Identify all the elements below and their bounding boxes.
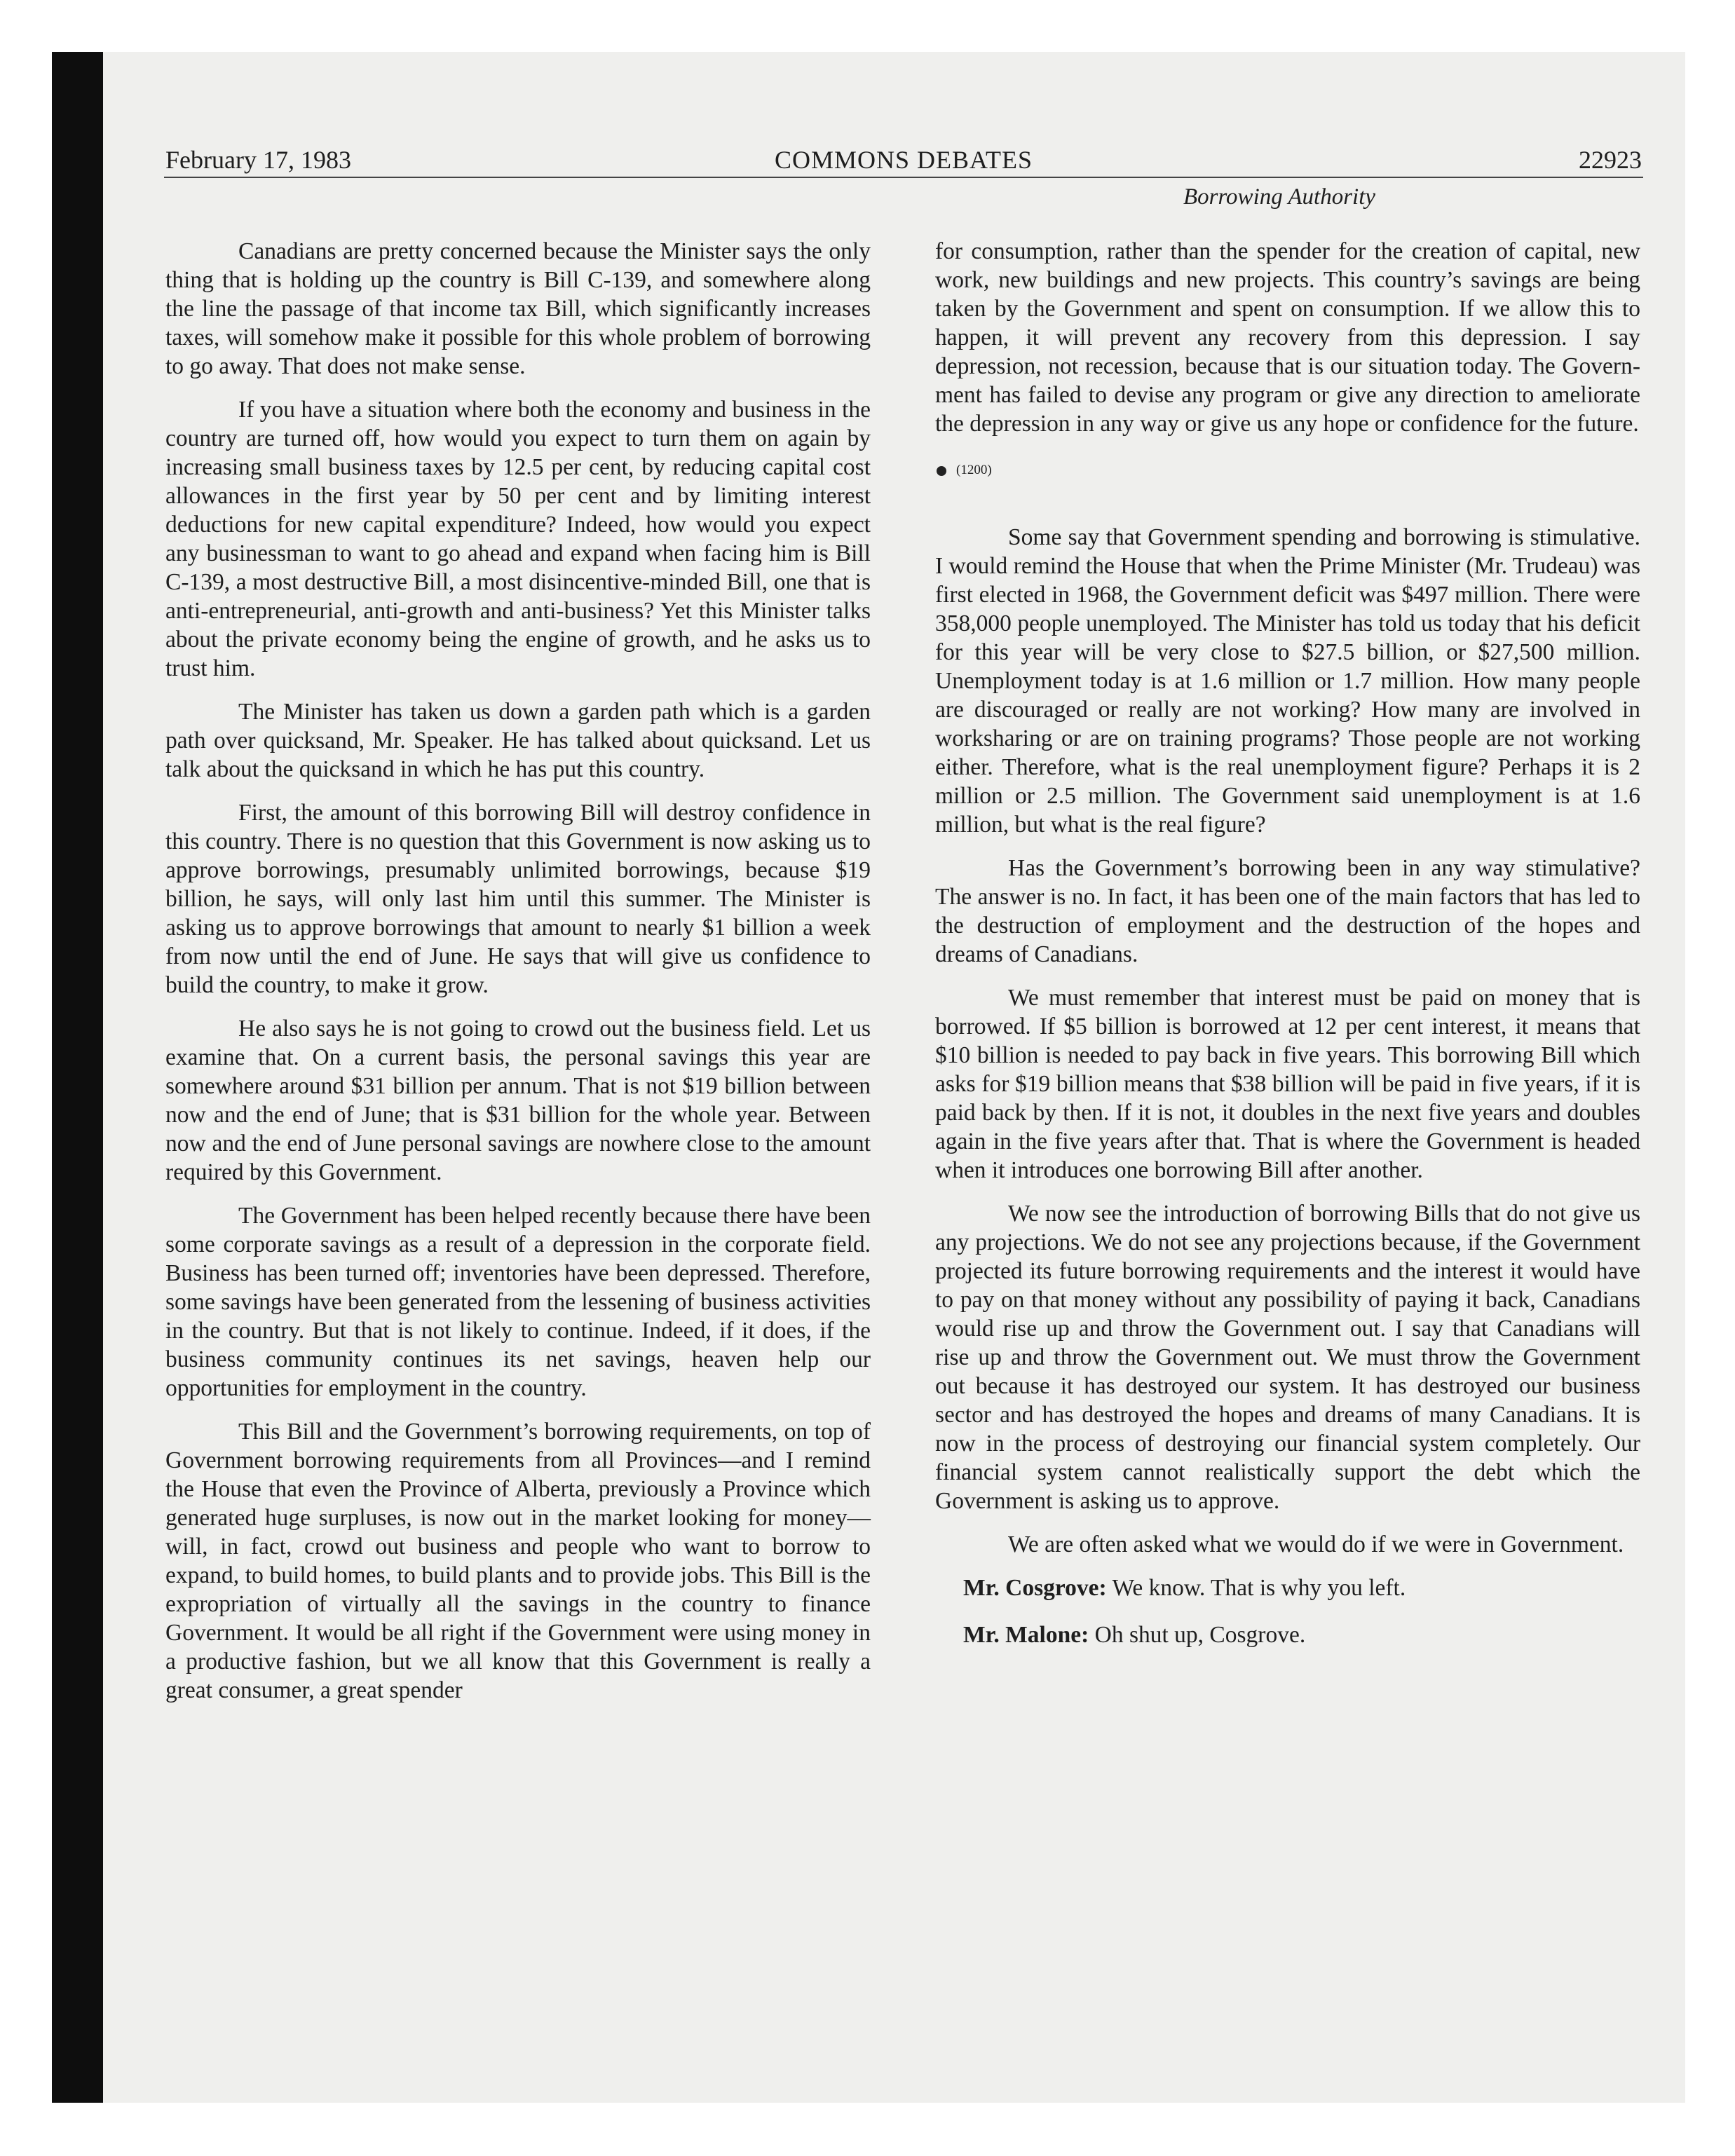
- speech-text: We know. That is why you left.: [1106, 1575, 1406, 1601]
- page-content: [164, 143, 1643, 2063]
- paragraph: Canadians are pretty concerned because the Minister says the only thing that is holding up the country is Bill C-139, and somewhere along the line the passage of that income tax Bill, which significantly increases taxes, will somehow make it possible for this whole problem of borrowing to go away. That does not make sense.: [165, 238, 871, 379]
- paragraph: We now see the introduction of borrowing Bills that do not give us any projections. We do not see any projections because, if the Government projected its future borrowing requirements and the interest it would have to pay on that money without any possibility of paying it back, Canadians would rise up and throw the Government out. I say that Canadians will rise up and throw the Government out. We must throw the Government out because it has destroyed our system. It has destroyed our business sector and has destroyed the hopes and dreams of many Canadians. It is now in the process of destroying our financial system completely. Our financial system cannot realistically support the debt which the Government is asking us to approve.: [935, 1201, 1640, 1514]
- exchange-cosgrove: [935, 1574, 1640, 1602]
- paragraph: The Minister has taken us down a garden path which is a garden path over quicksand, Mr. Speaker. He has talked about quicksand. Let us talk about the quicksand in which he has put this country.: [165, 699, 871, 782]
- running-header: [164, 143, 1643, 178]
- header-publication: COMMONS DEBATES: [774, 146, 1033, 174]
- paragraph: First, the amount of this borrowing Bill will destroy confidence in this country. There is no question that this Government is now asking us to approve borrowings, presumably unlimited borrowings, because $19 billion, he says, will only last him until this summer. The Minister is asking us to approve borrowings that amount to nearly $1 billion a week from now until the end of June. He says that will give us confidence to build the country, to make it grow.: [165, 800, 871, 998]
- scanned-page: [52, 52, 1685, 2103]
- time-marker-label: (1200): [956, 463, 992, 477]
- speech-text: Oh shut up, Cosgrove.: [1089, 1622, 1306, 1648]
- time-marker: [935, 456, 1640, 484]
- paragraph: This Bill and the Government’s borrowing requirements, on top of Government borrowing requirements from all Provinces—and I remind the House that even the Province of Alberta, previously a Province which generated huge surpluses, is now out in the market looking for money—will, in fact, crowd out business and people who want to borrow to expand, to build homes, to build plants and to provide jobs. This Bill is the expropriation of virtually all the savings in the country to finance Government. It would be all right if the Government were using money in a productive fashion, but we all know that this Government is really a great consumer, a great spender: [165, 1419, 871, 1703]
- continued-paragraph: for consumption, rather than the spender for the creation of capital, new work, new buildings and new projects. This country’s savings are being taken by the Government and spent on consumption. If we allow this to happen, it will prevent any recovery from this depression. I say depression, not recession, because that is our situation today. The Government has failed to devise any program or give any direction to ameliorate the depression in any way or give us any hope or confidence for the future.: [935, 238, 1640, 437]
- speaker-name: Mr. Malone:: [963, 1622, 1089, 1648]
- paragraph: He also says he is not going to crowd out the business field. Let us examine that. On a current basis, the personal savings this year are somewhere around $31 billion per annum. That is not $19 billion between now and the end of June; that is $31 billion for the whole year. Between now and the end of June personal savings are nowhere close to the amount required by this Government.: [165, 1016, 871, 1185]
- paragraph: We must remember that interest must be paid on money that is borrowed. If $5 billion is borrowed at 12 per cent interest, it means that $10 billion is needed to pay back in five years. This borrowing Bill which asks for $19 billion means that $38 billion will be paid in five years, if it is paid back by then. If it is not, it doubles in the next five years and doubles again in the five years after that. That is where the Government is headed when it introduces one borrowing Bill after another.: [935, 985, 1640, 1183]
- paragraph: The Government has been helped recently because there have been some corporate savings as a result of a depression in the corporate field. Business has been turned off; inventories have been depressed. Therefore, some savings have been generated from the lessening of business activities in the country. But that is not likely to continue. Indeed, if it does, if the business community continues its net savings, heaven help our opportunities for employment in the country.: [165, 1203, 871, 1401]
- header-date: February 17, 1983: [165, 146, 351, 174]
- header-page-number: 22923: [1579, 146, 1642, 174]
- subject-heading: Borrowing Authority: [1183, 184, 1376, 210]
- left-column: [165, 237, 871, 1719]
- paragraph: We are often asked what we would do if we were in Government.: [1008, 1531, 1624, 1557]
- binding-edge: [52, 52, 103, 2103]
- paragraph: Some say that Government spending and borrowing is stimulative. I would remind the House that when the Prime Minister (Mr. Trudeau) was first elected in 1968, the Government deficit was $497 million. There were 358,000 people unemployed. The Minister has told us today that his deficit for this year will be very close to $27.5 billion, or $27,500 million. Unemployment today is at 1.6 million or 1.7 million. How many people are discouraged or really are not working? How many are involved in worksharing or are on training programs? Those people are not working either. Therefore, what is the real unemployment figure? Perhaps it is 2 million or 2.5 million. The Government said unemployment is at 1.6 million, but what is the real figure?: [935, 524, 1640, 838]
- speaker-name: Mr. Cosgrove:: [963, 1575, 1107, 1601]
- exchange-malone: [935, 1621, 1640, 1649]
- paragraph: If you have a situation where both the economy and business in the country are turned off, how would you expect to turn them on again by increasing small business taxes by 12.5 per cent, by reducing capital cost allowances in the first year by 50 per cent and by limiting interest deductions for new capital expenditure? Indeed, how would you expect any businessman to want to go ahead and expand when facing him is Bill C-139, a most destructive Bill, a most disincentive-minded Bill, one that is anti-entrepreneurial, anti-growth and anti-business? Yet this Minister talks about the private economy being the engine of growth, and he asks us to trust him.: [165, 397, 871, 681]
- bullet-icon: [937, 466, 946, 476]
- right-column: [935, 237, 1640, 1667]
- paragraph: Has the Government’s borrowing been in any way stimulative? The answer is no. In fact, it has been one of the main factors that has led to the destruction of employment and the destruction of the hopes and dreams of Canadians.: [935, 855, 1640, 967]
